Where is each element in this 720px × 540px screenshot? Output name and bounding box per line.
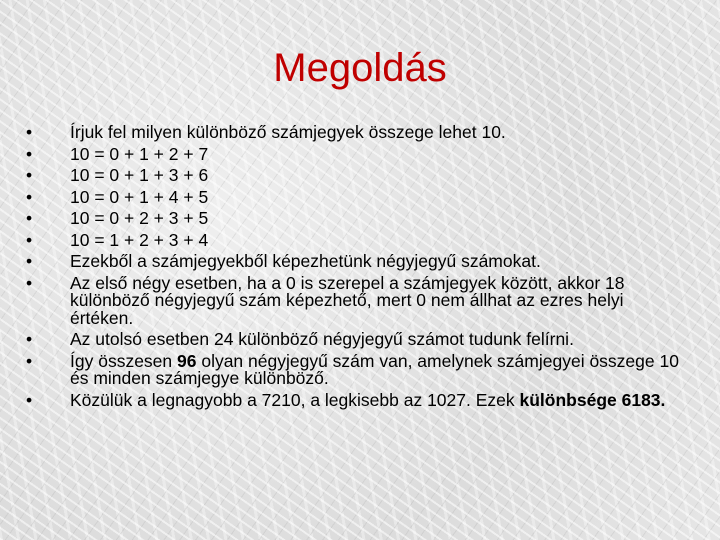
list-item	[22, 186, 687, 207]
bullet-icon: •	[26, 122, 33, 142]
list-item	[22, 143, 687, 164]
total-count: 96	[177, 350, 197, 371]
bullet-icon: •	[26, 208, 33, 228]
item-text-before: Így összesen	[70, 350, 177, 371]
bullet-icon: •	[26, 251, 33, 271]
item-text: 10 = 0 + 1 + 4 + 5	[70, 186, 209, 207]
bullet-icon: •	[26, 329, 33, 349]
bullet-icon: •	[26, 165, 33, 185]
list-item	[22, 167, 687, 185]
item-text-before: Közülük a legnagyobb a 7210, a legkisebb az 1027. Ezek	[70, 389, 520, 410]
bullet-icon: •	[26, 229, 33, 250]
item-text-after: olyan négyjegyű szám van, amelynek számjegyei összege 10 és minden számjegye különböző.	[70, 350, 679, 388]
item-text: 10 = 0 + 2 + 3 + 5	[70, 208, 209, 228]
list-item	[22, 350, 687, 388]
item-text: Az első négy esetben, ha a 0 is szerepel a számjegyek között, akkor 18 különböző négyjegyű szám képezhető, mert 0 nem állhat az ezres helyi értéken.	[70, 272, 625, 328]
list-item	[22, 272, 687, 328]
item-text: 10 = 0 + 1 + 2 + 7	[70, 143, 209, 164]
slide-title: Megoldás	[273, 46, 447, 90]
bullet-icon: •	[26, 143, 33, 164]
item-text: Írjuk fel milyen különböző számjegyek összege lehet 10.	[70, 122, 506, 142]
item-text: Ezekből a számjegyekből képezhetünk négyjegyű számokat.	[70, 251, 541, 271]
item-text: Az utolsó esetben 24 különböző négyjegyű számot tudunk felírni.	[70, 329, 574, 349]
bullet-icon: •	[26, 272, 33, 293]
item-text: 10 = 1 + 2 + 3 + 4	[70, 229, 209, 250]
list-item	[22, 331, 687, 349]
bullet-icon: •	[26, 350, 33, 371]
bullet-icon: •	[26, 186, 33, 207]
list-item	[22, 389, 687, 410]
difference-result: különbsége 6183.	[519, 389, 666, 410]
list-item	[22, 253, 687, 271]
list-item	[22, 210, 687, 228]
item-text: 10 = 0 + 1 + 3 + 6	[70, 165, 209, 185]
bullet-list	[22, 124, 687, 413]
bullet-icon: •	[26, 389, 33, 410]
list-item	[22, 229, 687, 250]
list-item	[22, 124, 687, 142]
